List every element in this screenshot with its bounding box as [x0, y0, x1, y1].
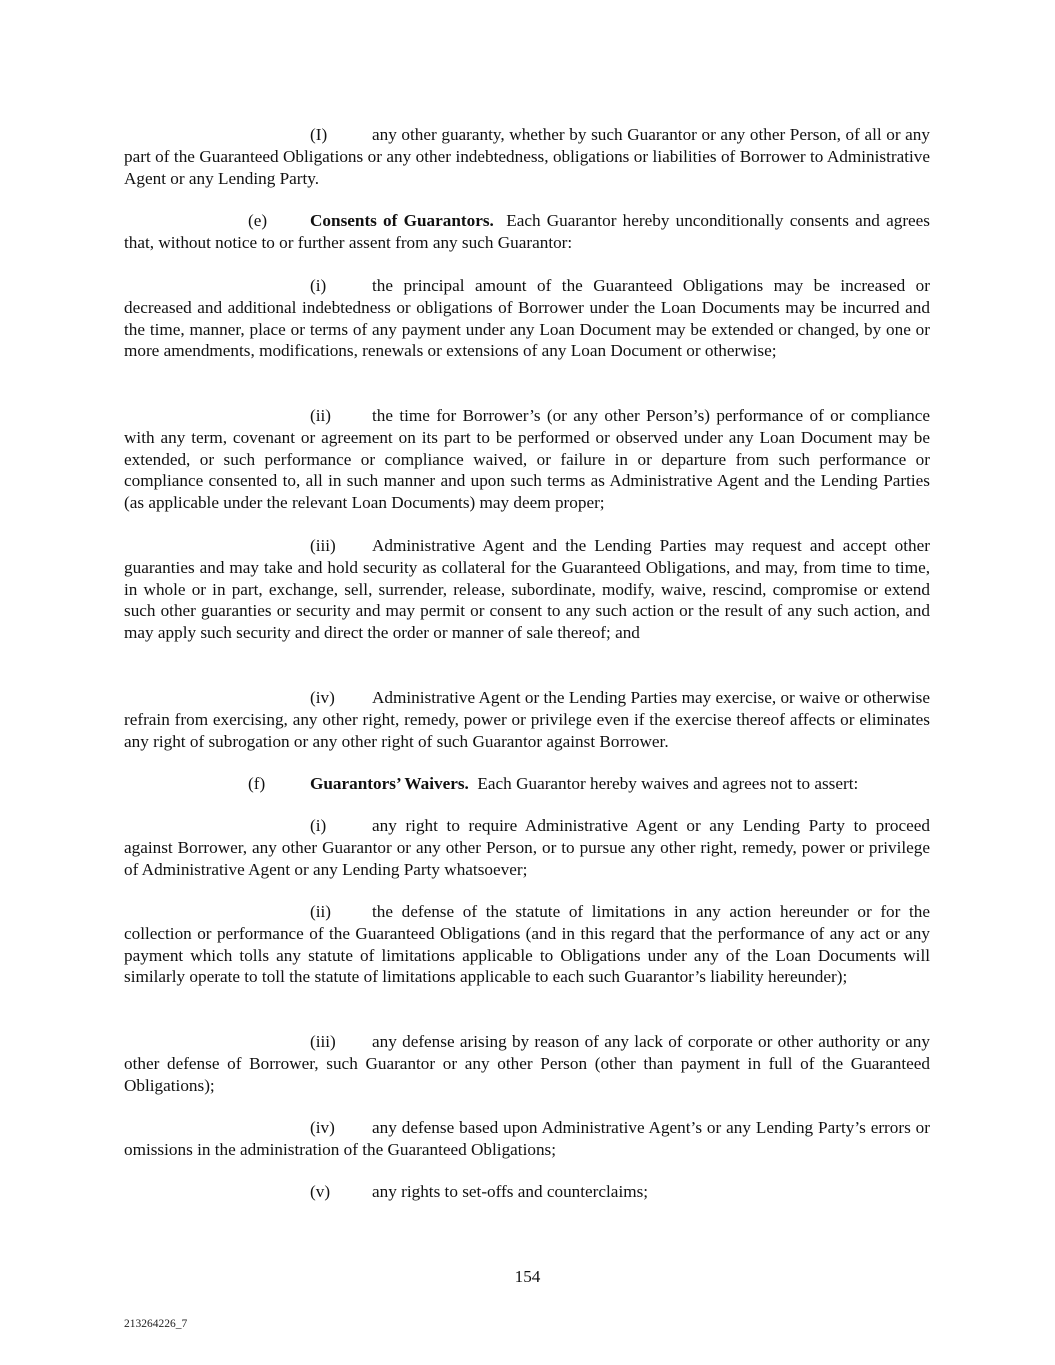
- clause-text: Administrative Agent or the Lending Parties may exercise, or waive or otherwise refrain from exercising, any other right, remedy, power or privilege even if the exercise thereof affects or eliminates any right of subrogation or any other right of such Guarantor against Borrower.: [124, 688, 930, 751]
- clause-label: (i): [310, 816, 327, 835]
- clause-I: [124, 124, 930, 189]
- clause-label: (ii): [310, 406, 331, 425]
- clause-f-iii: [124, 1031, 930, 1096]
- clause-text: Administrative Agent and the Lending Parties may request and accept other guaranties and may take and hold security as collateral for the Guaranteed Obligations, and may, from time to time, in whole or in part, exchange, sell, surrender, release, subordinate, modify, waive, rescind, compromise or extend such other guaranties or security and may permit or consent to any such action or the result of any such action, and may apply such security and direct the order or manner of sale thereof; and: [124, 536, 930, 643]
- clause-e-iv: [124, 687, 930, 752]
- section-e-consents: [124, 210, 930, 254]
- section-heading: Consents of Guarantors.: [310, 211, 494, 230]
- clause-label: (i): [310, 276, 327, 295]
- page-number: 154: [514, 1267, 541, 1286]
- document-id: 213264226_7: [124, 1318, 188, 1330]
- section-text: Each Guarantor hereby unconditionally consents and agrees that, without notice to or further assent from any such Guarantor:: [124, 211, 930, 252]
- clause-text: the defense of the statute of limitations in any action hereunder or for the collection or performance of the Guaranteed Obligations (and in this regard that the performance of any act or any payment which tolls any statute of limitations applicable to Obligations under any of the Loan Documents will similarly operate to toll the statute of limitations applicable to each such Guarantor’s liability hereunder);: [124, 902, 930, 987]
- section-text: Each Guarantor hereby waives and agrees not to assert:: [477, 774, 859, 793]
- clause-label: (iv): [310, 688, 335, 707]
- section-label: (f): [248, 774, 266, 793]
- clause-f-ii: [124, 901, 930, 988]
- clause-text: any rights to set-offs and counterclaims;: [372, 1182, 649, 1201]
- clause-label: (iii): [310, 1032, 336, 1051]
- clause-label: (ii): [310, 902, 331, 921]
- clause-text: the time for Borrower’s (or any other Person’s) performance of or compliance with any term, covenant or agreement on its part to be performed or observed under any Loan Document may be extended, or such performance or compliance waived, or failure in or departure from such performance or compliance consented to, all in such manner and upon such terms as Administrative Agent and the Lending Parties (as applicable under the relevant Loan Documents) may deem proper;: [124, 406, 930, 513]
- clause-label: (v): [310, 1182, 331, 1201]
- clause-e-ii: [124, 405, 930, 514]
- section-label: (e): [248, 211, 268, 230]
- clause-text: the principal amount of the Guaranteed Obligations may be increased or decreased and additional indebtedness or obligations of Borrower under the Loan Documents may be incurred and the time, manner, place or terms of any payment under any Loan Document may be extended or changed, by one or more amendments, modifications, renewals or extensions of any Loan Document or otherwise;: [124, 276, 930, 361]
- clause-label: (iii): [310, 536, 336, 555]
- clause-text: any defense arising by reason of any lack of corporate or other authority or any other defense of Borrower, such Guarantor or any other Person (other than payment in full of the Guaranteed Obligations);: [124, 1032, 930, 1095]
- clause-e-iii: [124, 535, 930, 644]
- section-heading: Guarantors’ Waivers.: [310, 774, 469, 793]
- clause-f-v: [124, 1181, 930, 1203]
- clause-e-i: [124, 275, 930, 362]
- section-f-waivers: [124, 773, 930, 795]
- clause-label: (iv): [310, 1118, 335, 1137]
- clause-f-i: [124, 815, 930, 880]
- clause-text: any defense based upon Administrative Agent’s or any Lending Party’s errors or omissions in the administration of the Guaranteed Obligations;: [124, 1118, 930, 1159]
- clause-f-iv: [124, 1117, 930, 1161]
- clause-text: any right to require Administrative Agent or any Lending Party to proceed against Borrower, any other Guarantor or any other Person, or to pursue any other right, remedy, power or privilege of Administrative Agent or any Lending Party whatsoever;: [124, 816, 930, 879]
- clause-label: (I): [310, 125, 328, 144]
- clause-text: any other guaranty, whether by such Guarantor or any other Person, of all or any part of the Guaranteed Obligations or any other indebtedness, obligations or liabilities of Borrower to Administrative Agent or any Lending Party.: [124, 125, 930, 188]
